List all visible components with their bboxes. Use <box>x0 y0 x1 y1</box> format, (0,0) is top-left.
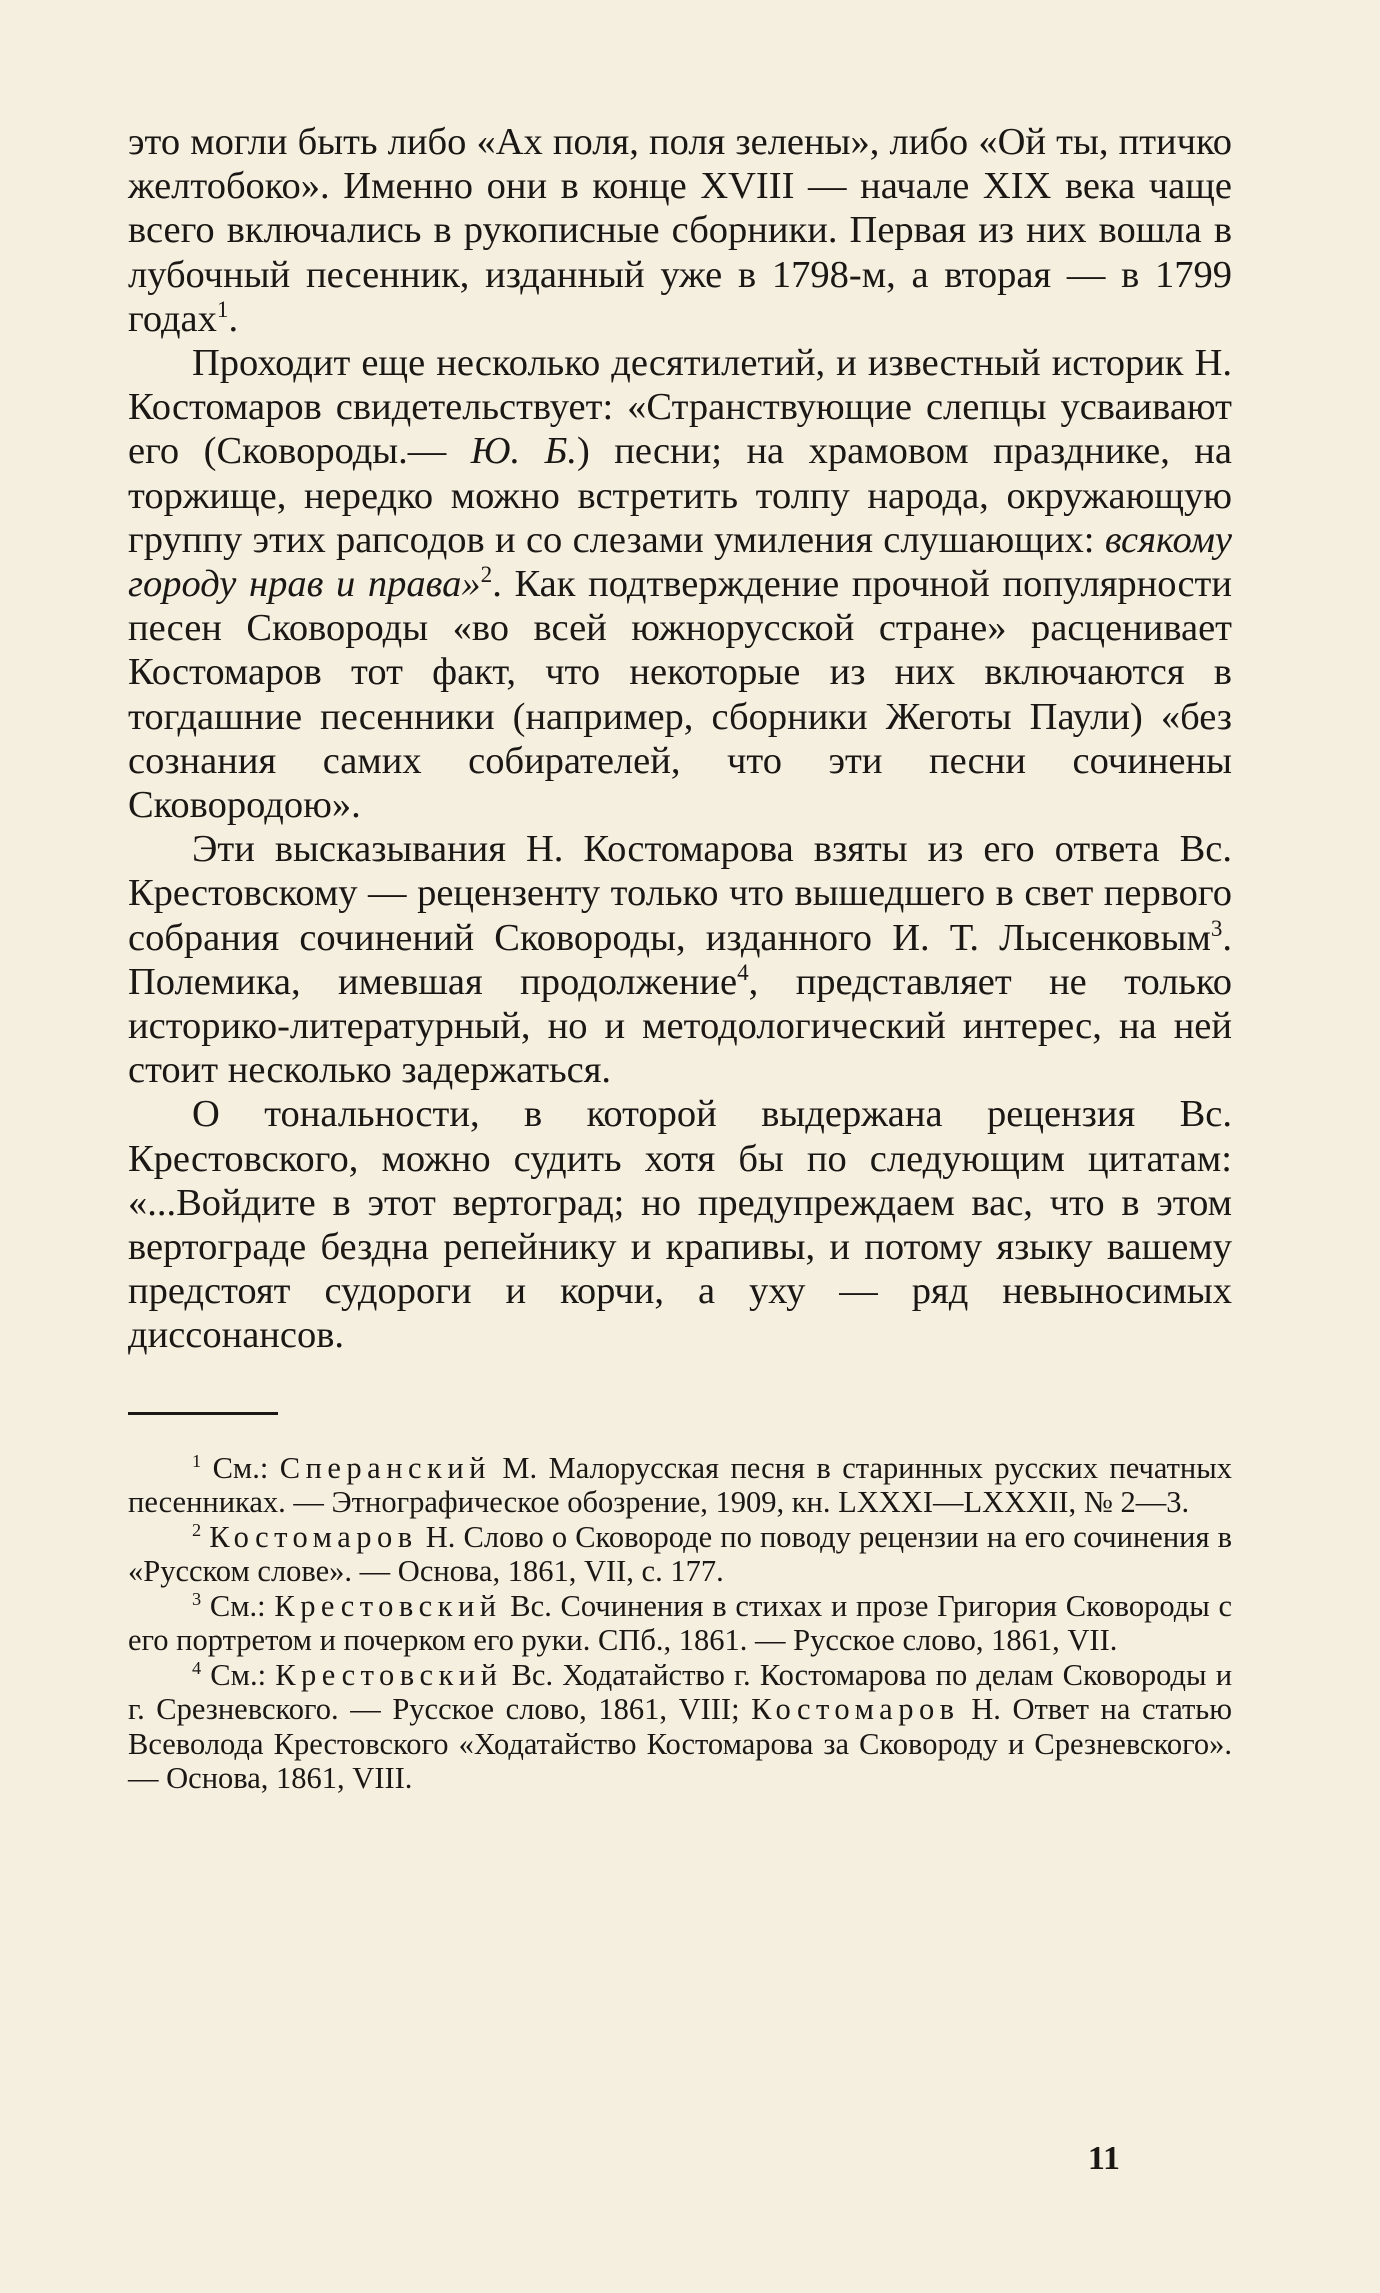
footnote-text: Вс. Сочинения в стихах и прозе Григория Сковороды с его портретом и почерком его руки. СПб., 1861. — Русское слово, 1861, VII. <box>128 1588 1232 1658</box>
footnote-number: 3 <box>192 1588 202 1609</box>
footnote-ref-2: 2 <box>480 561 493 588</box>
footnote-4 <box>128 1658 1232 1796</box>
footnote-divider <box>128 1412 278 1415</box>
footnote-text: М. Малорусская песня в старинных русских печатных песенниках. — Этнографическое обозрение, 1909, кн. LXXXI—LXXXII, № 2—3. <box>128 1450 1232 1520</box>
italic-quote: всякому городу нрав и права» <box>128 518 1232 606</box>
paragraph-2-text-c: . Как подтверждение прочной популярности песен Сковороды «во всей южнорусской стране» расценивает Костомаров тот факт, что некоторые из них включаются в тогдашние песенники (например, сборники Жеготы Паули) «без сознания самих собирателей, что эти песни сочинены Сковородою». <box>128 563 1232 827</box>
footnote-2 <box>128 1520 1232 1589</box>
paragraph-1-end: . <box>228 297 239 340</box>
paragraph-2-text-b: ) песни; на храмовом празднике, на торжище, нередко можно встретить толпу народа, окружающую группу этих рапсодов и со слезами умиления слушающих: <box>128 430 1233 561</box>
paragraph-3-text-b: . Полемика, имевшая продолжение <box>128 916 1232 1003</box>
page-number: 11 <box>1087 2140 1120 2177</box>
paragraph-3-text-a: Эти высказывания Н. Костомарова взяты из его ответа Вс. Крестовскому — рецензенту только что вышедшего в свет первого собрания сочинений Сковороды, изданного И. Т. Лысенковым <box>128 828 1232 959</box>
footnote-ref-3: 3 <box>1210 914 1223 941</box>
footnote-ref-4: 4 <box>737 959 749 986</box>
footnotes <box>128 1451 1232 1796</box>
paragraph-4 <box>128 1092 1232 1357</box>
footnote-author: Сперанский <box>279 1450 491 1485</box>
main-text <box>128 120 1232 1358</box>
footnote-ref-1: 1 <box>216 295 229 322</box>
footnote-3 <box>128 1589 1232 1658</box>
paragraph-2-text-a: Проходит еще несколько десятилетий, и известный историк Н. Костомаров свидетельствует: «Странствующие слепцы усваивают его (Сковороды.— <box>128 342 1232 473</box>
footnote-text: Н. Ответ на статью Всеволода Крестовского «Ходатайство Костомарова за Сковороду и Срезневского». — Основа, 1861, VIII. <box>128 1692 1232 1796</box>
footnote-number: 1 <box>192 1450 202 1471</box>
paragraph-3-text-c: , представляет не только историко-литературный, но и методологический интерес, на ней стоит несколько задержаться. <box>128 960 1232 1092</box>
footnote-text: Н. Слово о Сковороде по поводу рецензии на его сочинения в «Русском слове». — Основа, 1861, VII, с. 177. <box>128 1519 1232 1589</box>
paragraph-4-text: О тональности, в которой выдержана рецензия Вс. Крестовского, можно судить хотя бы по следующим цитатам: «...Войдите в этот вертоград; но предупреждаем вас, что в этом вертограде бездна репейнику и крапивы, и потому языку вашему предстоят судороги и корчи, а уху — ряд невыносимых диссонансов. <box>128 1093 1232 1357</box>
footnote-number: 2 <box>192 1519 202 1540</box>
footnote-prefix: См.: <box>212 1450 280 1485</box>
paragraph-2 <box>128 341 1232 827</box>
footnote-author: Костомаров <box>209 1519 418 1554</box>
paragraph-1 <box>128 120 1232 341</box>
paragraph-3 <box>128 827 1232 1092</box>
footnote-number: 4 <box>192 1657 202 1678</box>
footnote-1 <box>128 1451 1232 1520</box>
footnote-text: Вс. Ходатайство г. Костомарова по делам Сковороды и г. Срезневского. — Русское слово, 1861, VIII; <box>128 1657 1233 1727</box>
paragraph-1-text: это могли быть либо «Ах поля, поля зелены», либо «Ой ты, птичко желтобоко». Именно они в конце XVIII — начале XIX века чаще всего включались в рукописные сборники. Первая из них вошла в лубочный песенник, изданный уже в 1798-м, а вторая — в 1799 годах <box>128 121 1232 340</box>
footnote-author: Крестовский <box>274 1588 502 1623</box>
footnote-prefix: См.: <box>210 1657 276 1692</box>
footnote-author: Костомаров <box>751 1692 960 1727</box>
footnote-author: Крестовский <box>275 1657 503 1692</box>
footnote-prefix: См.: <box>209 1588 275 1623</box>
author-initials: Ю. Б. <box>470 430 577 473</box>
